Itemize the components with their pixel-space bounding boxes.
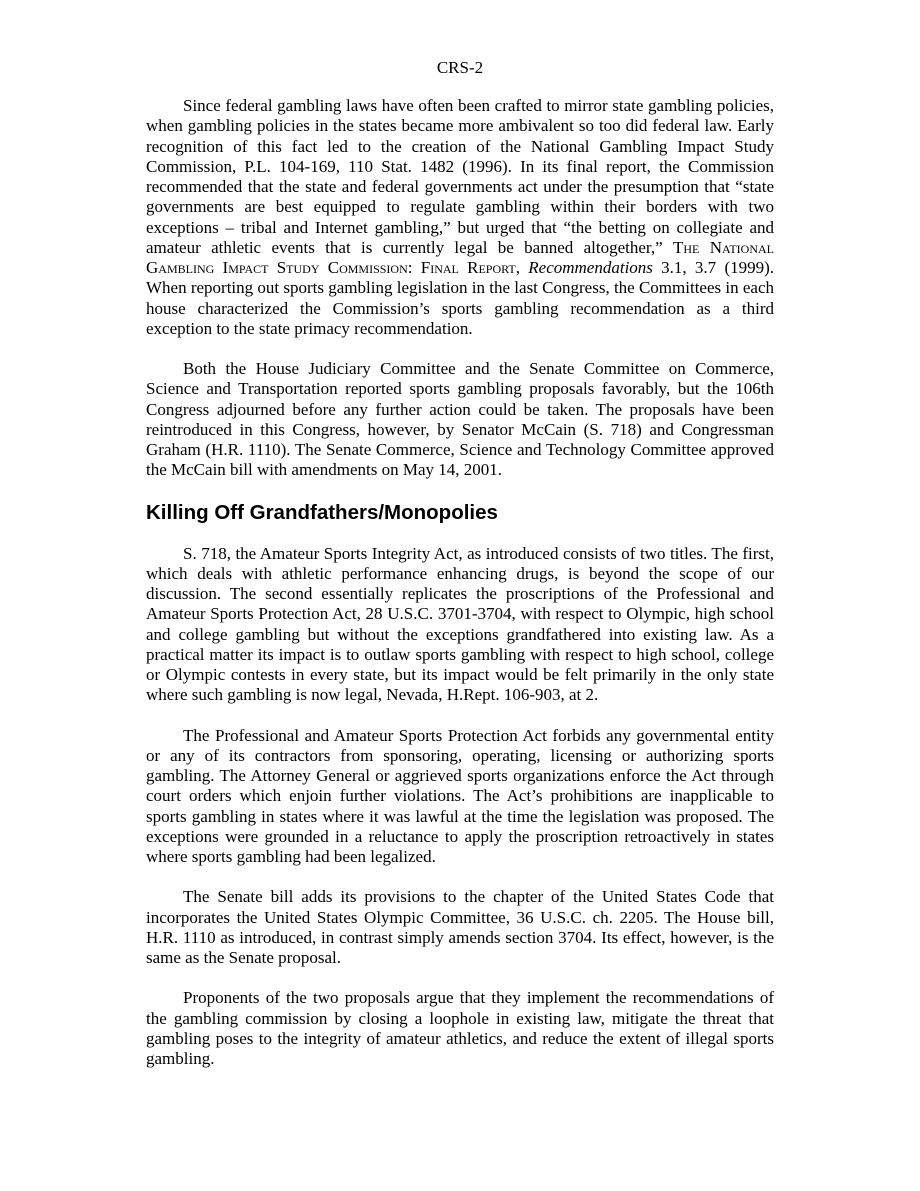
section-heading: Killing Off Grandfathers/Monopolies — [146, 500, 498, 524]
paragraph-senate-bill: The Senate bill adds its provisions to the chapter of the United States Code that incorporates the United States Olympic Committee, 36 U.S.C. ch. 2205. The House bill, H.R. 1110 as introduced, in contrast simply amends section 3704. Its effect, however, is the same as the Senate proposal. — [146, 887, 774, 967]
paragraph-text: 3.1, 3.7 (1999). When reporting out sports gambling legislation in the last Congress, the Committees in each house characterized the Commission’s sports gambling recommendation as a third exception to the state primacy recommendation. — [146, 258, 775, 338]
report-title: The National Gambling Impact Study Commission: Final Report, — [146, 237, 774, 277]
page-number: CRS-2 — [436, 58, 484, 77]
document-body — [146, 96, 774, 1069]
paragraph-protection-act: The Professional and Amateur Sports Protection Act forbids any governmental entity or any of its contractors from sponsoring, operating, licensing or authorizing sports gambling. The Attorney General or aggrieved sports organizations enforce the Act through court orders which enjoin further violations. The Act’s prohibitions are inapplicable to sports gambling in states where it was lawful at the time the legislation was proposed. The exceptions were grounded in a reluctance to apply the proscription retroactively in states where sports gambling had been legalized. — [146, 725, 774, 866]
paragraph-s718: S. 718, the Amateur Sports Integrity Act, as introduced consists of two titles. The first, which deals with athletic performance enhancing drugs, is beyond the scope of our discussion. The second essentially replicates the proscriptions of the Professional and Amateur Sports Protection Act, 28 U.S.C. 3701-3704, with respect to Olympic, high school and college gambling but without the exceptions grandfathered into existing law. As a practical matter its impact is to outlaw sports gambling with respect to high school, college or Olympic contests in every state, but its impact would be felt primarily in the only state where such gambling is now legal, Nevada, H.Rept. 106-903, at 2. — [146, 543, 774, 705]
recommendations-italic: Recommendations — [528, 258, 653, 277]
paragraph-committees: Both the House Judiciary Committee and the Senate Committee on Commerce, Science and Transportation reported sports gambling proposals favorably, but the 106th Congress adjourned before any further action could be taken. The proposals have been reintroduced in this Congress, however, by Senator McCain (S. 718) and Congressman Graham (H.R. 1110). The Senate Commerce, Science and Technology Committee approved the McCain bill with amendments on May 14, 2001. — [146, 359, 774, 480]
paragraph-proponents: Proponents of the two proposals argue that they implement the recommendations of the gambling commission by closing a loophole in existing law, mitigate the threat that gambling poses to the integrity of amateur athletics, and reduce the extent of illegal sports gambling. — [146, 988, 774, 1068]
paragraph-text: Since federal gambling laws have often been crafted to mirror state gambling policies, when gambling policies in the states became more ambivalent so too did federal law. Early recognition of this fact led to the creation of the National Gambling Impact Study Commission, P.L. 104-169, 110 Stat. 1482 (1996). In its final report, the Commission recommended that the state and federal governments act under the presumption that “state governments are best equipped to regulate gambling within their borders with two exceptions – tribal and Internet gambling,” but urged that “the betting on collegiate and amateur athletic events that is currently legal be banned altogether,” — [146, 96, 774, 257]
paragraph-commission — [146, 96, 774, 339]
